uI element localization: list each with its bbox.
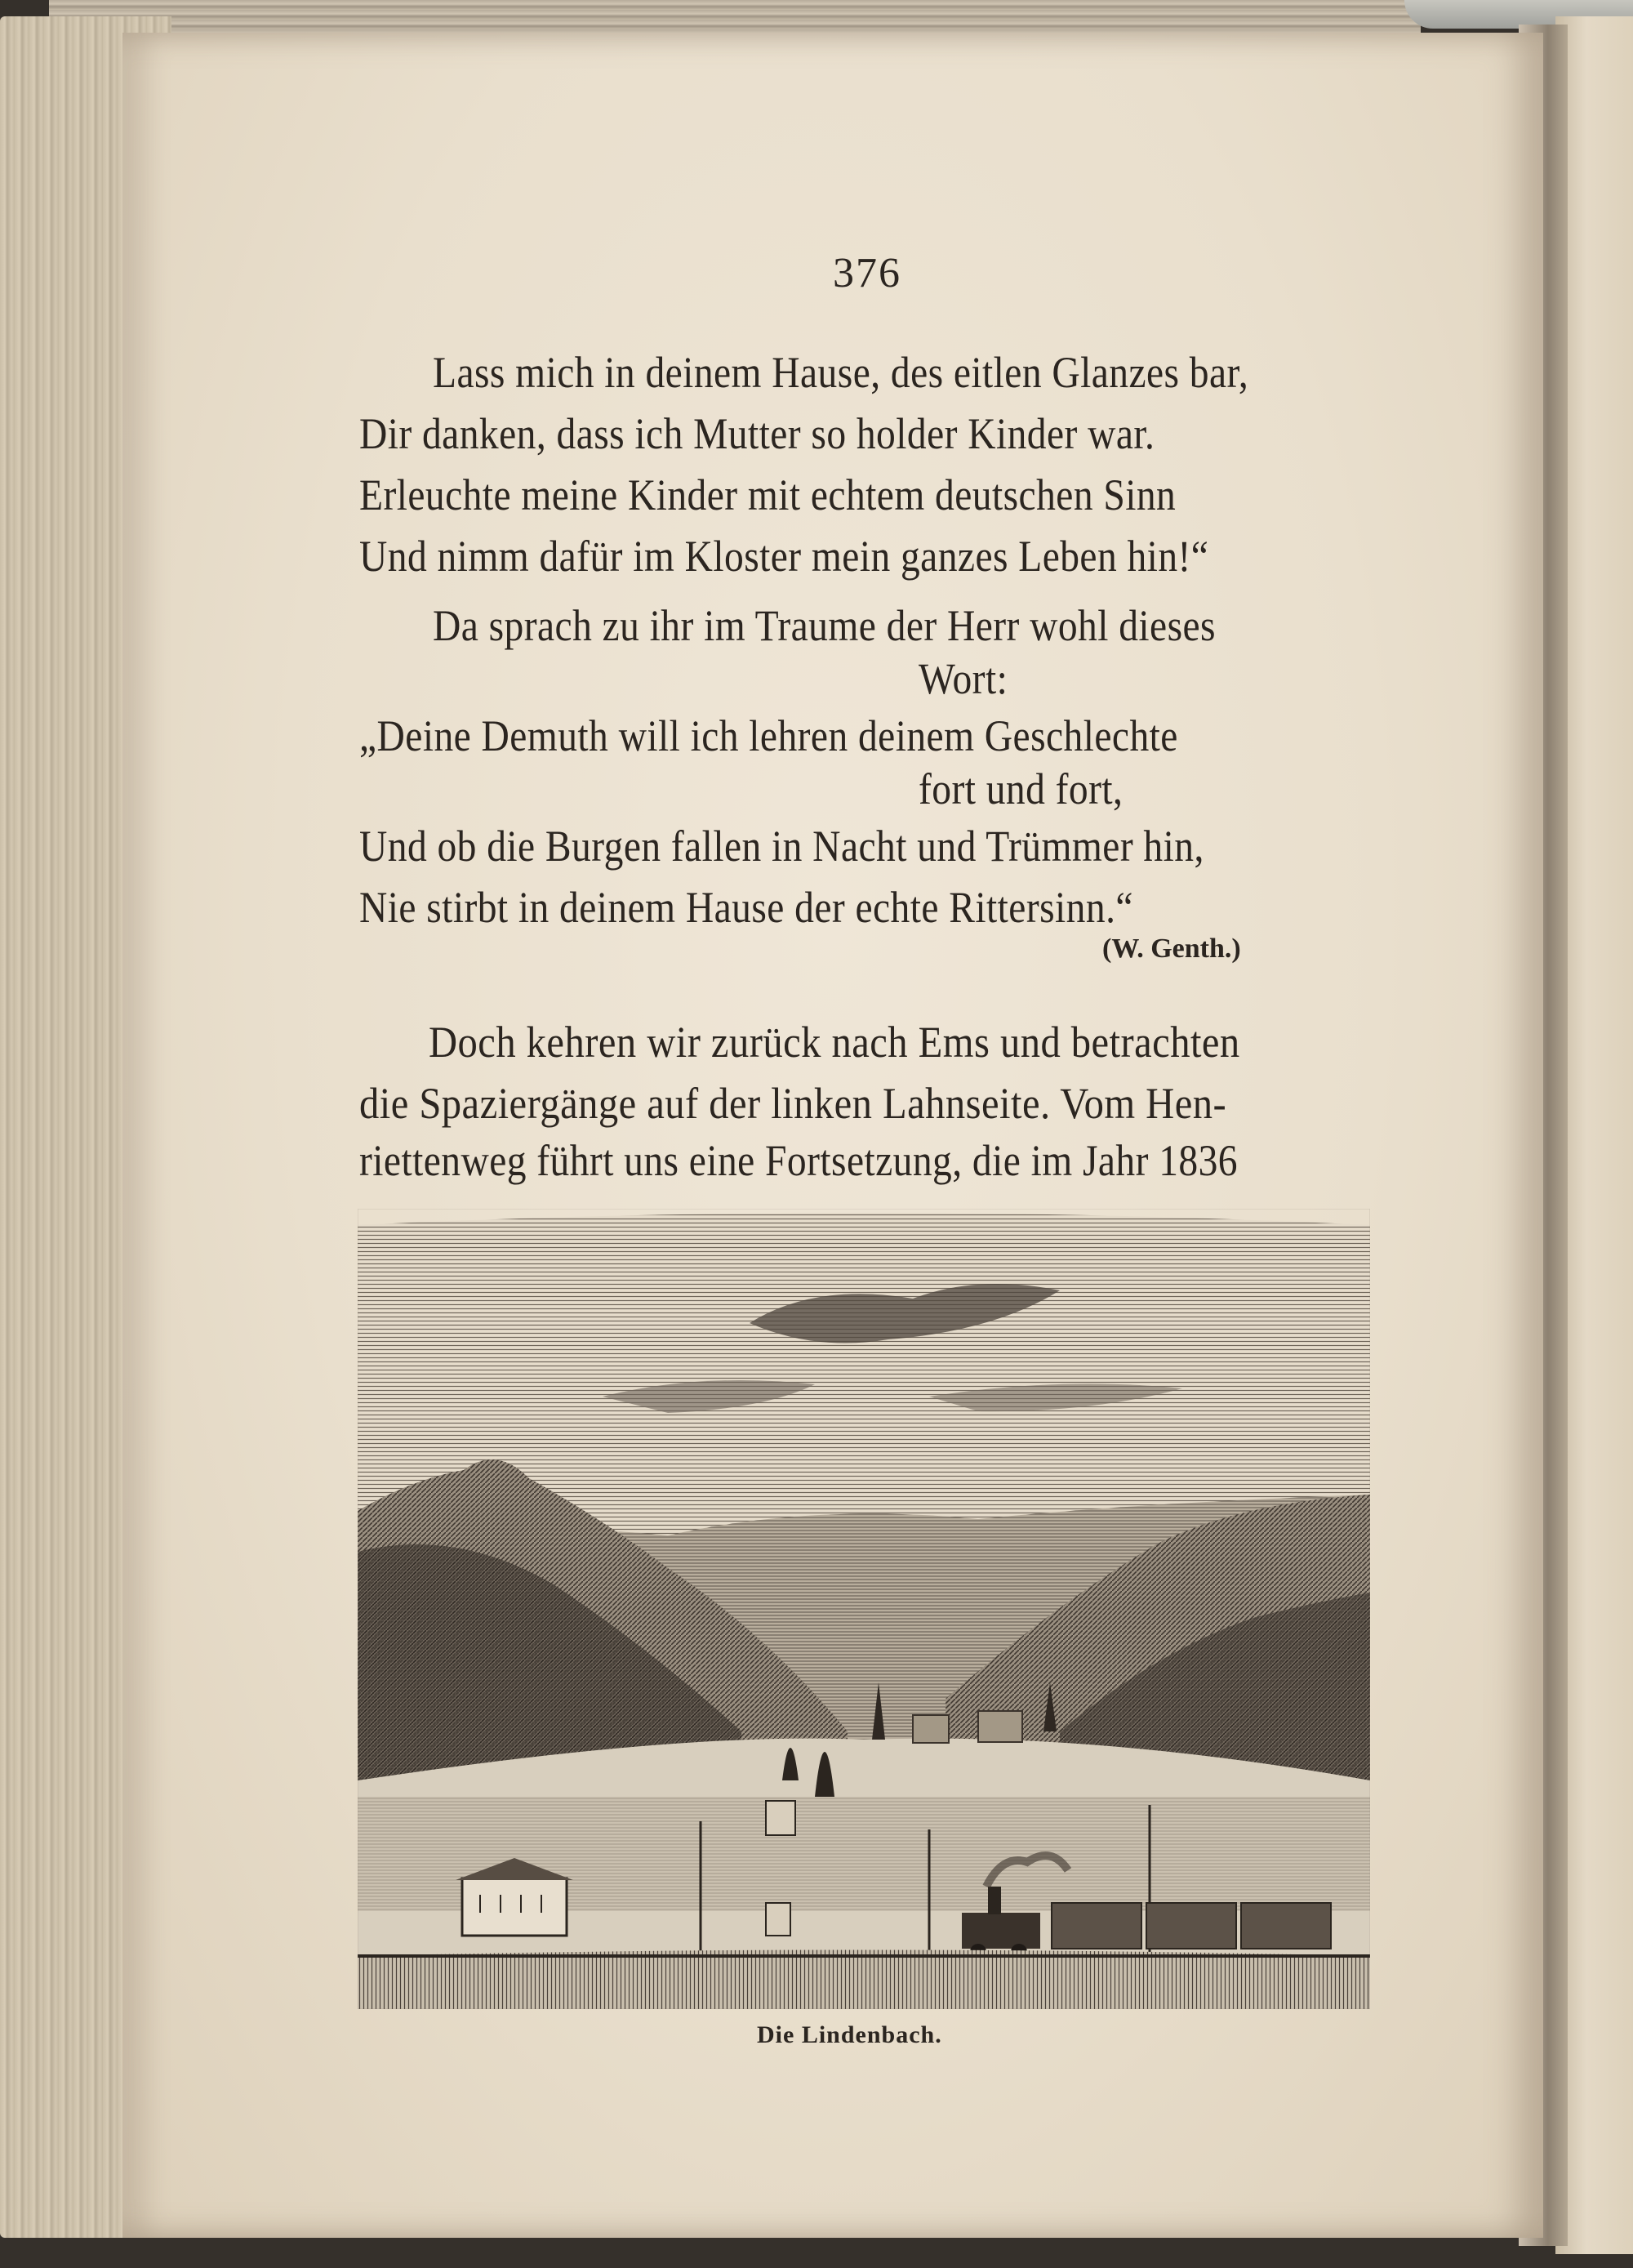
prose-line: die Spaziergänge auf der linken Lahnseite. Vom Hen- bbox=[359, 1079, 1227, 1128]
poem-line: Erleuchte meine Kinder mit echtem deutschen Sinn bbox=[359, 470, 1177, 519]
prose-line: riettenweg führt uns eine Fortsetzung, die im Jahr 1836 bbox=[359, 1136, 1239, 1185]
engraving-illustration bbox=[358, 1209, 1370, 2009]
poem-line-continuation: fort und fort, bbox=[919, 764, 1124, 813]
poem-line: „Deine Demuth will ich lehren deinem Geschlechte bbox=[359, 711, 1178, 760]
poem-line: Dir danken, dass ich Mutter so holder Kinder war. bbox=[359, 409, 1155, 458]
poem-line: Da sprach zu ihr im Traume der Herr wohl dieses bbox=[433, 601, 1216, 650]
poem-line: Und ob die Burgen fallen in Nacht und Trümmer hin, bbox=[359, 822, 1204, 871]
poem-line: Nie stirbt in deinem Hause der echte Rittersinn.“ bbox=[359, 883, 1133, 932]
poem-line-continuation: Wort: bbox=[919, 654, 1008, 703]
illustration-caption: Die Lindenbach. bbox=[757, 2021, 942, 2048]
poem-attribution: (W. Genth.) bbox=[1102, 933, 1241, 964]
poem-line: Und nimm dafür im Kloster mein ganzes Leben hin!“ bbox=[359, 532, 1209, 581]
page-number: 376 bbox=[833, 250, 901, 296]
poem-line: Lass mich in deinem Hause, des eitlen Glanzes bar, bbox=[433, 348, 1249, 397]
prose-line: Doch kehren wir zurück nach Ems und betrachten bbox=[429, 1018, 1240, 1067]
